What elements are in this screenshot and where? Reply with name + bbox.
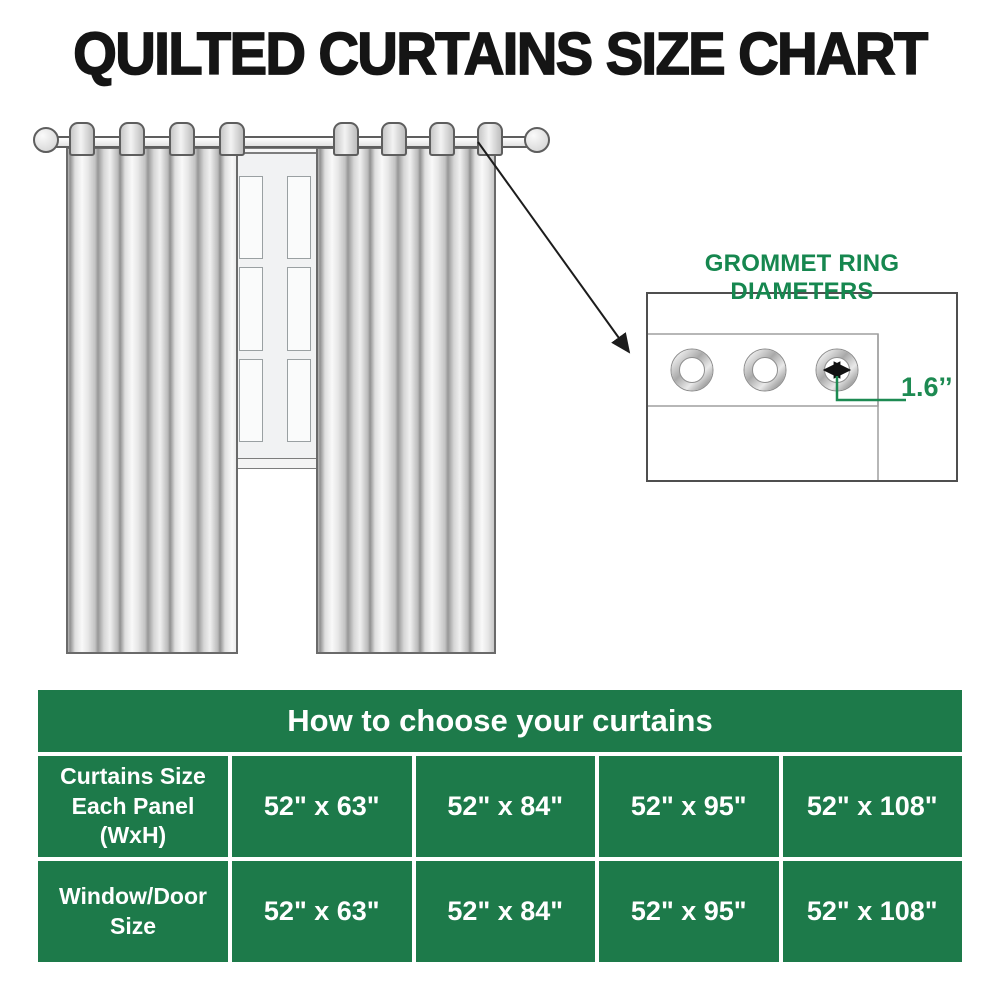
grommet-diameter-value: 1.6’’ <box>901 372 953 402</box>
grommet-tab <box>477 122 503 156</box>
size-chart-table <box>38 690 962 962</box>
grommet-tab <box>333 122 359 156</box>
curtain-illustration <box>0 100 1000 690</box>
window-pane <box>239 359 263 442</box>
curtain-panel-left <box>66 148 238 654</box>
table-cell: 52" x 108" <box>783 861 963 962</box>
grommet-ring <box>671 349 713 391</box>
table-cell: 52" x 95" <box>599 861 779 962</box>
table-cell: 52" x 108" <box>783 756 963 857</box>
grommet-tab <box>69 122 95 156</box>
row-header-line: (WxH) <box>99 822 167 849</box>
grommet-tab <box>169 122 195 156</box>
row-header-line: Each Panel <box>71 792 195 819</box>
table-cell: 52" x 84" <box>416 756 596 857</box>
row-header-line: Curtains Size <box>60 763 206 790</box>
window-pane <box>287 176 311 259</box>
row-header-window-size <box>38 861 228 962</box>
grommet-ring <box>744 349 786 391</box>
window-pane <box>287 267 311 350</box>
grommet-tab <box>429 122 455 156</box>
page-title: QUILTED CURTAINS SIZE CHART <box>73 19 927 87</box>
table-title: How to choose your curtains <box>38 690 962 752</box>
table-cell: 52" x 84" <box>416 861 596 962</box>
window-pane <box>239 176 263 259</box>
row-header-line: Size <box>109 912 157 939</box>
table-grid <box>38 756 962 962</box>
window-sill <box>227 458 325 469</box>
window-pane-column-right <box>287 176 311 442</box>
curtain-panel-right <box>316 148 496 654</box>
grommet-tab <box>219 122 245 156</box>
rod-finial-right <box>524 127 550 153</box>
row-header-line: Window/Door <box>59 883 207 910</box>
grommet-tab <box>119 122 145 156</box>
table-cell: 52" x 63" <box>232 756 412 857</box>
table-cell: 52" x 95" <box>599 756 779 857</box>
grommet-diagram-title: GROMMET RING DIAMETERS <box>704 250 900 305</box>
rod-finial-left <box>33 127 59 153</box>
window-pane-column-left <box>239 176 263 442</box>
window-pane <box>239 267 263 350</box>
window-pane <box>287 359 311 442</box>
grommet-tab <box>381 122 407 156</box>
table-cell: 52" x 63" <box>232 861 412 962</box>
row-header-panel-size <box>38 756 228 857</box>
window-frame <box>232 152 318 460</box>
